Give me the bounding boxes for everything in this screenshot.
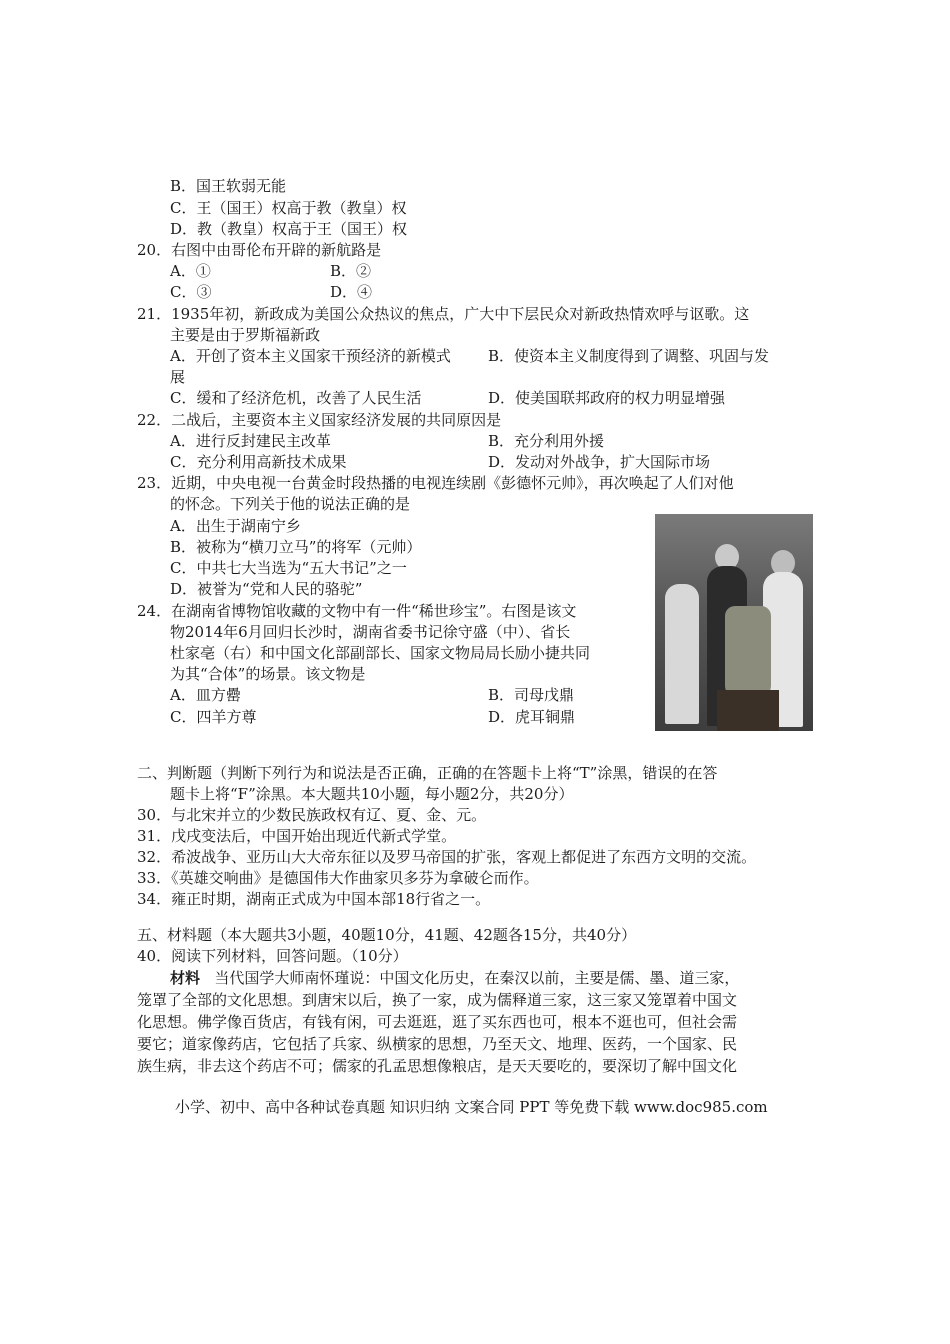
section2-title-line1: 二、判断题（判断下列行为和说法是否正确，正确的在答题卡上将“T”涂黑，错误的在答 xyxy=(137,764,718,782)
material-line: 要它；道家像药店，它包括了兵家、纵横家的思想，乃至天文、地理、医药，一个国家、民 xyxy=(137,1035,738,1053)
q23-stem-line2: 的怀念。下列关于他的说法正确的是 xyxy=(170,495,411,513)
q19-option-d: D．教（教皇）权高于王（国王）权 xyxy=(170,220,408,238)
section5-title: 五、材料题（本大题共3小题，40题10分，41题、42题各15分，共40分） xyxy=(137,926,637,944)
q21-option-c: C．缓和了经济危机，改善了人民生活 xyxy=(170,389,422,407)
q22-option-a: A．进行反封建民主改革 xyxy=(170,432,331,450)
judgement-item: 31．戊戌变法后，中国开始出现近代新式学堂。 xyxy=(137,827,457,845)
material-line: 族生病，非去这个药店不可；儒家的孔孟思想像粮店，是天天要吃的，要深切了解中国文化 xyxy=(137,1057,738,1075)
material-text: 当代国学大师南怀瑾说：中国文化历史，在秦汉以前，主要是儒、墨、道三家， xyxy=(214,969,740,987)
q22-option-b: B．充分利用外援 xyxy=(488,432,605,450)
judgement-item: 33．《英雄交响曲》是德国伟大作曲家贝多芬为拿破仑而作。 xyxy=(137,869,539,887)
q24-stem-line3: 杜家亳（右）和中国文化部副部长、国家文物局局长励小捷共同 xyxy=(170,644,591,662)
q24-option-b: B．司母戊鼎 xyxy=(488,686,575,704)
judgement-item: 30．与北宋并立的少数民族政权有辽、夏、金、元。 xyxy=(137,806,487,824)
page-footer: 小学、初中、高中各种试卷真题 知识归纳 文案合同 PPT 等免费下载 www.doc985.com xyxy=(175,1098,768,1116)
q24-stem-line1: 24．在湖南省博物馆收藏的文物中有一件“稀世珍宝”。右图是该文 xyxy=(137,602,577,620)
bronze-vessel-icon xyxy=(725,606,771,696)
q23-option-c: C．中共七大当选为“五大书记”之一 xyxy=(170,559,407,577)
q24-stem-line4: 为其“合体”的场景。该文物是 xyxy=(170,665,366,683)
q22-option-d: D．发动对外战争，扩大国际市场 xyxy=(488,453,711,471)
q22-option-c: C．充分利用高新技术成果 xyxy=(170,453,347,471)
q23-option-d: D．被誉为“党和人民的骆驼” xyxy=(170,580,363,598)
q21-stem-line2: 主要是由于罗斯福新政 xyxy=(170,326,321,344)
q23-stem-line1: 23．近期，中央电视一台黄金时段热播的电视连续剧《彭德怀元帅》，再次唤起了人们对他 xyxy=(137,474,734,492)
artifact-ceremony-photo xyxy=(655,514,813,731)
material-label: 材料 xyxy=(170,969,201,987)
q24-option-a: A．皿方罍 xyxy=(170,686,241,704)
material-first-line xyxy=(170,968,739,989)
q22-stem: 22．二战后，主要资本主义国家经济发展的共同原因是 xyxy=(137,411,502,429)
q20-stem: 20．右图中由哥伦布开辟的新航路是 xyxy=(137,241,382,259)
q24-stem-line2: 物2014年6月回归长沙时，湖南省委书记徐守盛（中）、省长 xyxy=(170,623,571,641)
q21-option-a: A．开创了资本主义国家干预经济的新模式 xyxy=(170,347,451,365)
q21-option-b-cont: 展 xyxy=(170,368,186,386)
q23-option-b: B．被称为“横刀立马”的将军（元帅） xyxy=(170,538,422,556)
material-line: 化思想。佛学像百货店，有钱有闲，可去逛逛，逛了买东西也可，根本不逛也可，但社会需 xyxy=(137,1013,738,1031)
q23-option-a: A．出生于湖南宁乡 xyxy=(170,517,301,535)
q19-option-b: B．国王软弱无能 xyxy=(170,177,287,195)
q20-option-c: C．③ xyxy=(170,283,212,301)
q20-option-d: D．④ xyxy=(330,283,373,301)
section2-title-line2: 题卡上将“F”涂黑。本大题共10小题，每小题2分，共20分） xyxy=(170,785,574,803)
q21-option-b: B．使资本主义制度得到了调整、巩固与发 xyxy=(488,347,770,365)
q21-option-d: D．使美国联邦政府的权力明显增强 xyxy=(488,389,726,407)
q24-option-d: D．虎耳铜鼎 xyxy=(488,708,576,726)
judgement-item: 34．雍正时期，湖南正式成为中国本部18行省之一。 xyxy=(137,890,491,908)
material-line: 笼罩了全部的文化思想。到唐宋以后，换了一家，成为儒释道三家，这三家又笼罩着中国文 xyxy=(137,991,738,1009)
q24-option-c: C．四羊方尊 xyxy=(170,708,257,726)
q21-stem-line1: 21．1935年初，新政成为美国公众热议的焦点，广大中下层民众对新政热情欢呼与讴歌。这 xyxy=(137,305,750,323)
q19-option-c: C．王（国王）权高于教（教皇）权 xyxy=(170,199,407,217)
q20-option-b: B．② xyxy=(330,262,372,280)
judgement-item: 32．希波战争、亚历山大大帝东征以及罗马帝国的扩张，客观上都促进了东西方文明的交流。 xyxy=(137,848,757,866)
q40-stem: 40．阅读下列材料，回答问题。（10分） xyxy=(137,947,408,965)
q20-option-a: A．① xyxy=(170,262,211,280)
